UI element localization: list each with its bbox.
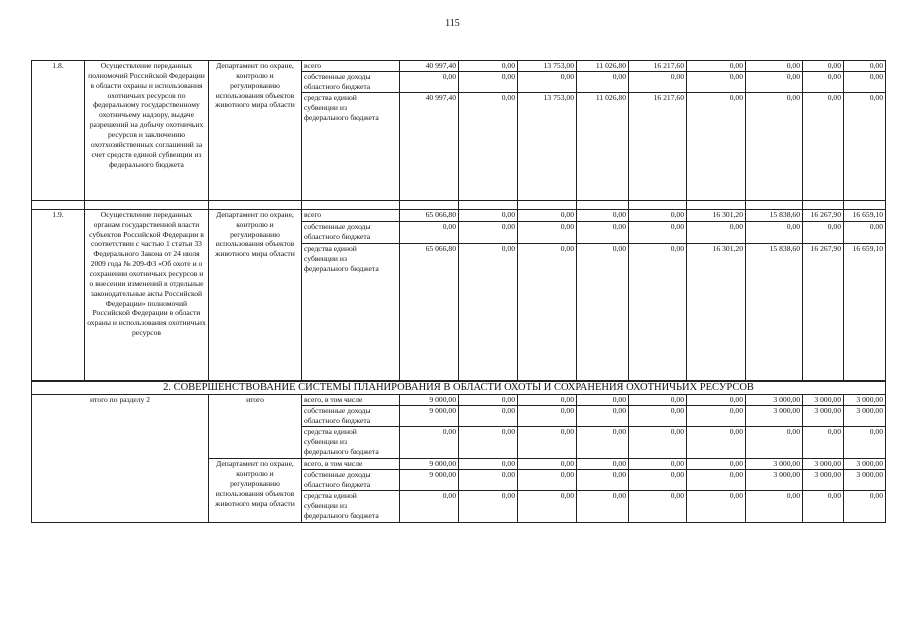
value-cell: 0,00	[629, 427, 687, 459]
funding-source: средства единой субвенции из федерального бюджета	[302, 243, 400, 381]
funding-source: собственные доходы областного бюджета	[302, 470, 400, 491]
spacer-row	[32, 200, 886, 209]
value-cell: 0,00	[518, 243, 577, 381]
executor: Департамент по охране, контролю и регулированию использования объектов животного мира области	[209, 459, 302, 523]
value-cell: 0,00	[803, 221, 844, 243]
value-cell: 0,00	[459, 491, 518, 523]
value-cell: 0,00	[577, 491, 629, 523]
value-cell: 0,00	[518, 427, 577, 459]
value-cell: 0,00	[844, 491, 886, 523]
value-cell: 0,00	[459, 61, 518, 72]
value-cell: 0,00	[687, 459, 746, 470]
executor: Департамент по охране, контролю и регулированию использования объектов животного мира области	[209, 61, 302, 201]
value-cell: 3 000,00	[803, 459, 844, 470]
value-cell: 0,00	[746, 427, 803, 459]
funding-source: средства единой субвенции из федерального бюджета	[302, 427, 400, 459]
value-cell: 0,00	[803, 61, 844, 72]
value-cell: 13 753,00	[518, 92, 577, 200]
value-cell: 3 000,00	[746, 459, 803, 470]
executor: итого	[209, 395, 302, 459]
value-cell: 3 000,00	[844, 406, 886, 427]
value-cell: 9 000,00	[400, 470, 459, 491]
value-cell: 0,00	[687, 406, 746, 427]
value-cell: 0,00	[629, 71, 687, 92]
value-cell: 9 000,00	[400, 395, 459, 406]
value-cell: 3 000,00	[844, 470, 886, 491]
funding-source: собственные доходы областного бюджета	[302, 406, 400, 427]
value-cell: 40 997,40	[400, 61, 459, 72]
value-cell: 0,00	[577, 71, 629, 92]
value-cell: 16 217,60	[629, 61, 687, 72]
value-cell: 0,00	[518, 395, 577, 406]
funding-source: средства единой субвенции из федерального бюджета	[302, 92, 400, 200]
value-cell: 0,00	[400, 221, 459, 243]
value-cell: 0,00	[687, 395, 746, 406]
value-cell: 3 000,00	[803, 406, 844, 427]
value-cell: 0,00	[746, 71, 803, 92]
value-cell: 0,00	[459, 406, 518, 427]
value-cell: 0,00	[629, 243, 687, 381]
section-title: 2. СОВЕРШЕНСТВОВАНИЕ СИСТЕМЫ ПЛАНИРОВАНИЯ В ОБЛАСТИ ОХОТЫ И СОХРАНЕНИЯ ОХОТНИЧЬИХ РЕСУРСОВ	[32, 381, 886, 395]
value-cell: 0,00	[577, 459, 629, 470]
value-cell: 0,00	[803, 92, 844, 200]
value-cell: 0,00	[459, 92, 518, 200]
value-cell: 3 000,00	[746, 406, 803, 427]
value-cell: 0,00	[459, 395, 518, 406]
value-cell: 40 997,40	[400, 92, 459, 200]
value-cell: 0,00	[687, 61, 746, 72]
value-cell: 0,00	[577, 243, 629, 381]
value-cell: 3 000,00	[746, 395, 803, 406]
value-cell: 0,00	[459, 427, 518, 459]
value-cell: 0,00	[577, 209, 629, 221]
value-cell: 0,00	[459, 71, 518, 92]
value-cell: 16 659,10	[844, 243, 886, 381]
value-cell: 0,00	[629, 406, 687, 427]
value-cell: 0,00	[629, 470, 687, 491]
section-2-header	[32, 381, 886, 395]
value-cell: 0,00	[746, 92, 803, 200]
value-cell: 0,00	[400, 71, 459, 92]
value-cell: 0,00	[844, 61, 886, 72]
value-cell: 0,00	[803, 71, 844, 92]
measure-description: Осуществление переданных органам государственной власти субъектов Российской Федерации в соответствии с частью 1 статьи 33 Федерального Закона от 24 июля 2009 года № 209-ФЗ «Об охоте и о сохранении охотничьих ресурсов и о внесении изменений в отдельные законодательные акты Российской Федерации» полномочий Российской Федерации в области охраны и использования охотничьих ресурсов	[85, 209, 209, 381]
value-cell: 0,00	[687, 71, 746, 92]
value-cell: 0,00	[577, 470, 629, 491]
value-cell: 0,00	[844, 221, 886, 243]
value-cell: 0,00	[746, 491, 803, 523]
value-cell: 0,00	[746, 221, 803, 243]
value-cell: 9 000,00	[400, 459, 459, 470]
value-cell: 13 753,00	[518, 61, 577, 72]
value-cell: 0,00	[459, 459, 518, 470]
value-cell: 0,00	[803, 491, 844, 523]
value-cell: 0,00	[518, 491, 577, 523]
funding-source: всего	[302, 61, 400, 72]
value-cell: 0,00	[518, 406, 577, 427]
value-cell: 0,00	[844, 71, 886, 92]
value-cell: 0,00	[518, 470, 577, 491]
value-cell: 0,00	[400, 427, 459, 459]
value-cell: 0,00	[629, 491, 687, 523]
value-cell: 3 000,00	[803, 395, 844, 406]
value-cell: 15 838,60	[746, 209, 803, 221]
value-cell: 0,00	[687, 92, 746, 200]
budget-table	[31, 60, 886, 523]
value-cell: 11 026,80	[577, 92, 629, 200]
value-cell: 0,00	[629, 459, 687, 470]
value-cell: 0,00	[518, 459, 577, 470]
executor: Департамент по охране, контролю и регулированию использования объектов животного мира области	[209, 209, 302, 381]
value-cell: 0,00	[629, 209, 687, 221]
value-cell: 0,00	[844, 92, 886, 200]
value-cell: 0,00	[577, 395, 629, 406]
value-cell: 0,00	[687, 221, 746, 243]
value-cell: 16 301,20	[687, 243, 746, 381]
value-cell: 0,00	[518, 71, 577, 92]
value-cell: 0,00	[459, 209, 518, 221]
value-cell: 16 217,60	[629, 92, 687, 200]
row-number: 1.8.	[32, 61, 85, 201]
measure-description: Осуществление переданных полномочий Российской Федерации в области охраны и использования охотничьих ресурсов по федеральному государственному охотничьему надзору, выдаче разрешений на добычу охотничьих ресурсов и заключению охотхозяйственных соглашений за счет средств единой субвенции из федерального бюджета	[85, 61, 209, 201]
funding-source: средства единой субвенции из федерального бюджета	[302, 491, 400, 523]
value-cell: 0,00	[518, 209, 577, 221]
value-cell: 0,00	[459, 243, 518, 381]
value-cell: 0,00	[577, 406, 629, 427]
value-cell: 0,00	[844, 427, 886, 459]
row-1-8-total	[32, 61, 886, 72]
value-cell: 65 066,80	[400, 243, 459, 381]
row-number: 1.9.	[32, 209, 85, 381]
value-cell: 3 000,00	[844, 459, 886, 470]
value-cell: 0,00	[803, 427, 844, 459]
value-cell: 15 838,60	[746, 243, 803, 381]
funding-source: собственные доходы областного бюджета	[302, 71, 400, 92]
value-cell: 3 000,00	[746, 470, 803, 491]
value-cell: 16 267,90	[803, 209, 844, 221]
value-cell: 0,00	[629, 395, 687, 406]
value-cell: 0,00	[687, 427, 746, 459]
value-cell: 0,00	[687, 491, 746, 523]
funding-source: всего	[302, 209, 400, 221]
value-cell: 0,00	[577, 427, 629, 459]
funding-source: всего, в том числе	[302, 459, 400, 470]
value-cell: 16 301,20	[687, 209, 746, 221]
value-cell: 11 026,80	[577, 61, 629, 72]
value-cell: 16 267,90	[803, 243, 844, 381]
value-cell: 16 659,10	[844, 209, 886, 221]
funding-source: собственные доходы областного бюджета	[302, 221, 400, 243]
value-cell: 9 000,00	[400, 406, 459, 427]
value-cell: 3 000,00	[844, 395, 886, 406]
value-cell: 0,00	[629, 221, 687, 243]
value-cell: 0,00	[400, 491, 459, 523]
value-cell: 0,00	[518, 221, 577, 243]
value-cell: 0,00	[577, 221, 629, 243]
funding-source: всего, в том числе	[302, 395, 400, 406]
value-cell: 0,00	[746, 61, 803, 72]
value-cell: 0,00	[459, 470, 518, 491]
row-1-9-total	[32, 209, 886, 221]
section-total-label: итого по разделу 2	[32, 395, 209, 523]
value-cell: 3 000,00	[803, 470, 844, 491]
value-cell: 0,00	[459, 221, 518, 243]
section-2-total-all	[32, 395, 886, 406]
page-number: 115	[445, 18, 460, 29]
value-cell: 65 066,80	[400, 209, 459, 221]
value-cell: 0,00	[687, 470, 746, 491]
